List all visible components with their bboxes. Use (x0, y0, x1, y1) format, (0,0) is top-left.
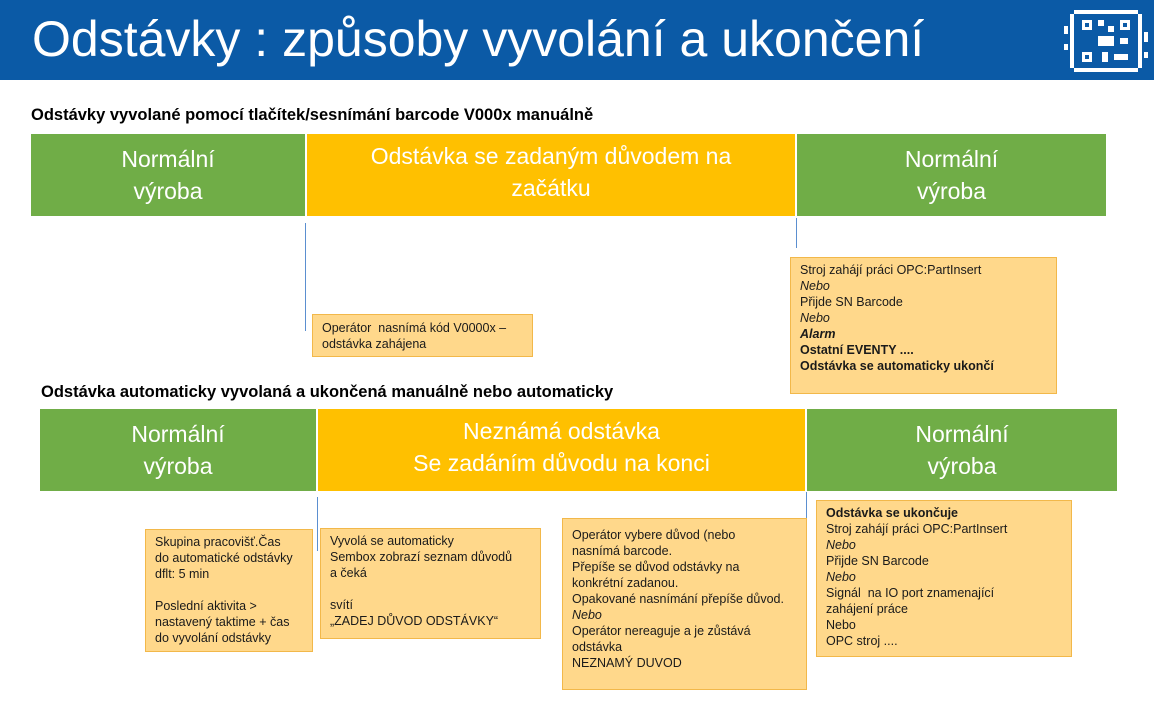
section2-heading: Odstávka automaticky vyvolaná a ukončená manuálně nebo automaticky (41, 383, 614, 401)
section1-note-end: Stroj zahájí práci OPC:PartInsert Nebo Přijde SN Barcode Nebo Alarm Ostatní EVENTY .... Odstávka se automaticky ukončí (790, 257, 1057, 394)
section2-note-auto: Vyvolá se automaticky Sembox zobrazí seznam důvodů a čeká svítí „ZADEJ DŮVOD ODSTÁVKY“ (320, 528, 541, 639)
section1-end-marker (796, 218, 797, 248)
section2-band-normal-left: Normální výroba (40, 409, 316, 491)
section2-note-group: Skupina pracovišť.Čas do automatické odstávky dflt: 5 min Poslední aktivita > nastavený taktime + čas do vyvolání odstávky (145, 529, 313, 652)
section2-note-end: Odstávka se ukončuje Stroj zahájí práci OPC:PartInsert Nebo Přijde SN Barcode Nebo Signál na IO port znamenající zahájení práce Nebo OPC stroj .... (816, 500, 1072, 657)
section1-heading: Odstávky vyvolané pomocí tlačítek/sesnímání barcode V000x manuálně (31, 106, 594, 124)
section2-band-unknown-downtime: Neznámá odstávka Se zadáním důvodu na konci (318, 409, 805, 491)
slide-title: Odstávky : způsoby vyvolání a ukončení (32, 11, 925, 67)
section1-band-downtime: Odstávka se zadaným důvodem na začátku (307, 134, 795, 216)
section2-band-normal-right: Normální výroba (807, 409, 1117, 491)
qr-code-icon (1064, 6, 1148, 76)
section2-note-operator: Operátor vybere důvod (nebo nasnímá barcode. Přepíše se důvod odstávky na konkrétní zadanou. Opakované nasnímání přepíše důvod. Nebo Operátor nereaguje a je zůstává odstávka NEZNAMÝ DUVOD (562, 518, 807, 690)
title-bar (0, 0, 1154, 80)
section1-band-normal-left: Normální výroba (31, 134, 305, 216)
section2-start-marker (317, 497, 318, 551)
section1-start-marker (305, 223, 306, 331)
section1-note-start: Operátor nasnímá kód V0000x – odstávka zahájena (312, 314, 533, 357)
section1-band-normal-right: Normální výroba (797, 134, 1106, 216)
